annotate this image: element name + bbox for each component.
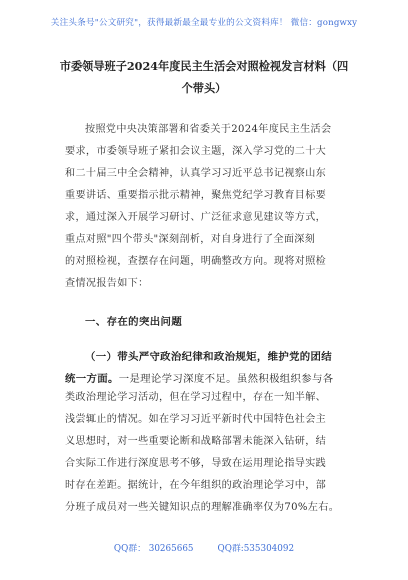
intro-paragraph-line: 的对照检视，查摆存在问题，明确整改方向。现将对照检 bbox=[65, 256, 327, 267]
subsection-heading-line-2-text: 统一方面。 bbox=[65, 373, 119, 385]
subsection-paragraph-line: 类政治理论学习活动，但在学习过程中，存在一知半解、 bbox=[65, 392, 327, 403]
section-heading: 一、存在的突出问题 bbox=[85, 316, 183, 328]
intro-paragraph-line: 和二十届三中全会精神，认真学习习近平总书记视察山东 bbox=[65, 168, 327, 179]
intro-paragraph-line: 要求，市委领导班子紧扣会议主题，深入学习党的二十大 bbox=[65, 146, 327, 157]
subsection-paragraph-line: 分班子成员对一些关键知识点的理解准确率仅为70%左右。 bbox=[65, 502, 340, 513]
intro-paragraph-line: 查情况报告如下： bbox=[65, 278, 149, 289]
intro-paragraph-line: 重点对照"四个带头"深刻剖析，对自身进行了全面深刻 bbox=[65, 234, 316, 245]
footer-qq-group-1: QQ群： 30265665 bbox=[113, 544, 194, 554]
subsection-paragraph-line: 浅尝辄止的情况。如在学习习近平新时代中国特色社会主 bbox=[65, 414, 327, 425]
subsection-paragraph-line: 合实际工作进行深度思考不够，导致在运用理论指导实践 bbox=[65, 458, 327, 469]
subsection-first-text: 一是理论学习深度不足。虽然积极组织参与各 bbox=[118, 373, 334, 385]
subsection-heading-line-1: （一）带头严守政治纪律和政治规矩，维护党的团结 bbox=[85, 351, 333, 363]
header-banner: 关注头条号"公文研究"，获得最新最全最专业的公文资料库！ 微信：gongwxy bbox=[50, 18, 358, 28]
subsection-paragraph-line: 时存在差距。据统计，在今年组织的政治理论学习中，部 bbox=[65, 480, 327, 491]
footer-contact bbox=[0, 541, 408, 554]
subsection-heading-line-2 bbox=[65, 370, 334, 385]
document-title-line-2: 个带头） bbox=[181, 81, 227, 95]
subsection-paragraph-line: 义思想时，对一些重要论断和战略部署未能深入钻研，结 bbox=[65, 436, 327, 447]
intro-paragraph-line: 求，通过深入开展学习研讨、广泛征求意见建议等方式， bbox=[65, 212, 327, 223]
intro-paragraph-line: 按照党中央决策部署和省委关于2024年度民主生活会 bbox=[85, 124, 332, 135]
document-title-line-1: 市委领导班子2024年度民主生活会对照检视发言材料（四 bbox=[59, 59, 349, 73]
footer-qq-group-2: QQ群:535304092 bbox=[217, 544, 295, 554]
intro-paragraph-line: 重要讲话、重要指示批示精神，聚焦党纪学习教育目标要 bbox=[65, 190, 327, 201]
